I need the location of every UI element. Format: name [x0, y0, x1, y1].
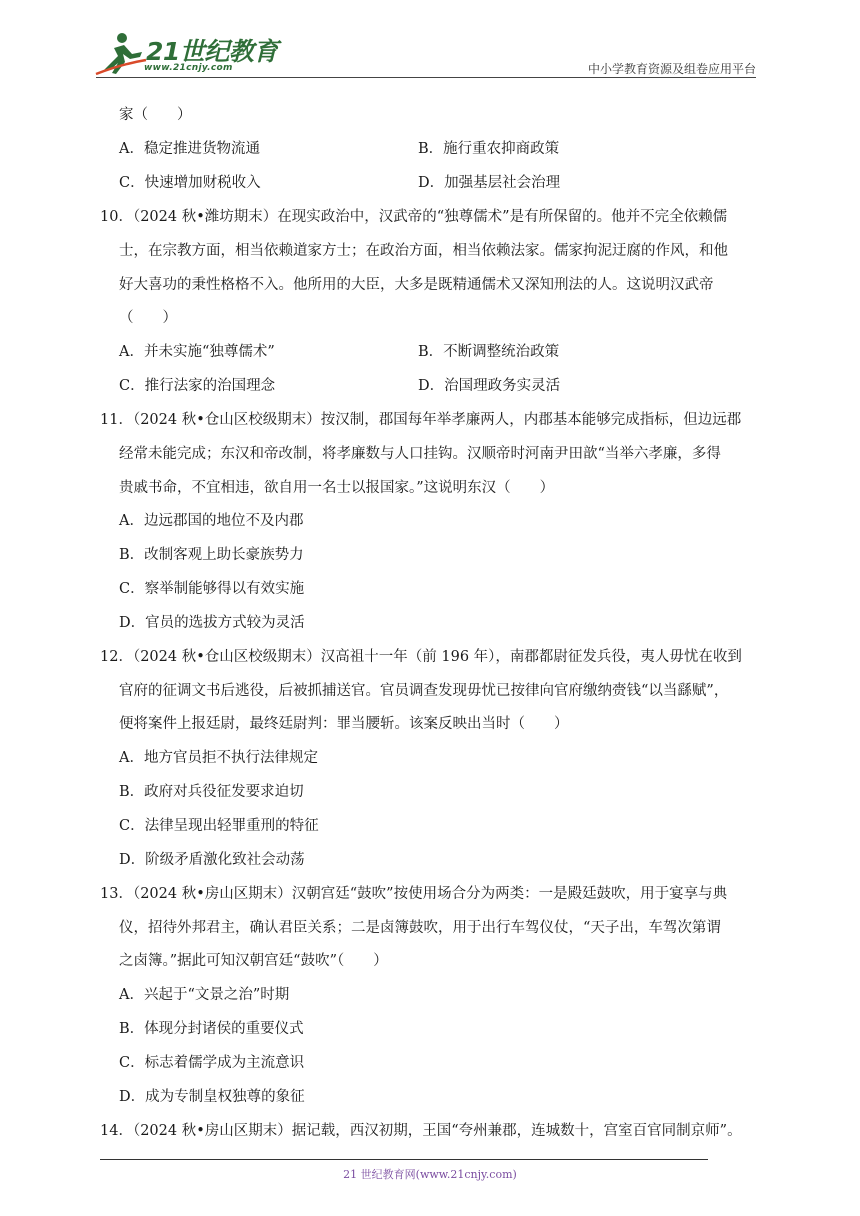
platform-title: 中小学教育资源及组卷应用平台: [587, 62, 756, 76]
q11-line-2: 经常未能完成；东汉和帝改制，将孝廉数与人口挂钩。汉顺帝时河南尹田歆“当举六孝廉，多得: [119, 446, 721, 462]
q9-option-c[interactable]: C．快速增加财税收入: [119, 175, 261, 191]
q9-option-d[interactable]: D．加强基层社会治理: [418, 175, 561, 191]
logo-url: www.21cnjy.com: [144, 63, 233, 73]
footer-divider: [100, 1159, 708, 1160]
logo-text: 21世纪教育: [146, 37, 278, 66]
q9-tail: 家（ ）: [119, 107, 192, 123]
q10-option-a[interactable]: A．并未实施“独尊儒术”: [119, 344, 275, 360]
q10-option-d[interactable]: D．治国理政务实灵活: [418, 378, 561, 394]
q13-option-c[interactable]: C．标志着儒学成为主流意识: [119, 1055, 305, 1071]
site-logo[interactable]: [92, 30, 278, 80]
q11-option-c[interactable]: C．察举制能够得以有效实施: [119, 581, 305, 597]
q12-line-2: 官府的征调文书后逃役，后被抓捕送官。官员调查发现毋忧已按律向官府缴纳赍钱“以当繇赋”，: [119, 683, 729, 699]
q12-option-b[interactable]: B．政府对兵役征发要求迫切: [119, 784, 304, 800]
q12-line-3: 便将案件上报廷尉，最终廷尉判：罪当腰斩。该案反映出当时（ ）: [119, 716, 569, 732]
q13-line-3: 之卤簿。”据此可知汉朝宫廷“鼓吹”（ ）: [119, 953, 388, 969]
q10-line-1: 10．（2024 秋•潍坊期末）在现实政治中，汉武帝的“独尊儒术”是有所保留的。他并不完全依赖儒: [100, 209, 728, 225]
q11-option-a[interactable]: A．边远郡国的地位不及内郡: [119, 513, 304, 529]
q10-line-3: 好大喜功的秉性格格不入。他所用的大臣，大多是既精通儒术又深知刑法的人。这说明汉武帝: [119, 277, 714, 293]
q9-option-b[interactable]: B．施行重农抑商政策: [418, 141, 560, 157]
q12-option-a[interactable]: A．地方官员拒不执行法律规定: [119, 750, 318, 766]
q11-line-1: 11．（2024 秋•仓山区校级期末）按汉制，郡国每年举孝廉两人，内郡基本能够完成指标，但边远郡: [100, 412, 742, 428]
q13-line-1: 13．（2024 秋•房山区期末）汉朝宫廷“鼓吹”按使用场合分为两类：一是殿廷鼓吹，用于宴享与典: [100, 886, 728, 902]
q13-line-2: 仪，招待外邦君主，确认君臣关系；二是卤簿鼓吹，用于出行车驾仪仗，“天子出，车驾次第谓: [119, 920, 721, 936]
q11-option-d[interactable]: D．官员的选拔方式较为灵活: [119, 615, 305, 631]
q11-line-3: 贵戚书命，不宜相违，欲自用一名士以报国家。”这说明东汉（ ）: [119, 480, 555, 496]
q10-option-b[interactable]: B．不断调整统治政策: [418, 344, 560, 360]
q12-option-c[interactable]: C．法律呈现出轻罪重刑的特征: [119, 818, 319, 834]
page-footer[interactable]: 21 世纪教育网(www.21cnjy.com): [343, 1168, 517, 1181]
q14-line-1: 14．（2024 秋•房山区期末）据记载，西汉初期，王国“夸州兼郡，连城数十，宫室百官同制京师”。: [100, 1123, 742, 1139]
q13-option-b[interactable]: B．体现分封诸侯的重要仪式: [119, 1021, 304, 1037]
q12-line-1: 12．（2024 秋•仓山区校级期末）汉高祖十一年（前 196 年），南郡都尉征发兵役，夷人毋忧在收到: [100, 649, 742, 665]
q9-option-a[interactable]: A．稳定推进货物流通: [119, 141, 260, 157]
page-header: [0, 0, 860, 80]
runner-logo-icon: [92, 30, 150, 76]
q12-option-d[interactable]: D．阶级矛盾激化致社会动荡: [119, 852, 305, 868]
q10-line-2: 士，在宗教方面，相当依赖道家方士；在政治方面，相当依赖法家。儒家拘泥迂腐的作风，和他: [119, 243, 728, 259]
q13-option-d[interactable]: D．成为专制皇权独尊的象征: [119, 1089, 305, 1105]
q11-option-b[interactable]: B．改制客观上助长豪族势力: [119, 547, 304, 563]
q10-option-c[interactable]: C．推行法家的治国理念: [119, 378, 276, 394]
header-divider: [96, 77, 756, 78]
q10-line-4: （ ）: [119, 310, 177, 326]
q13-option-a[interactable]: A．兴起于“文景之治”时期: [119, 987, 290, 1003]
